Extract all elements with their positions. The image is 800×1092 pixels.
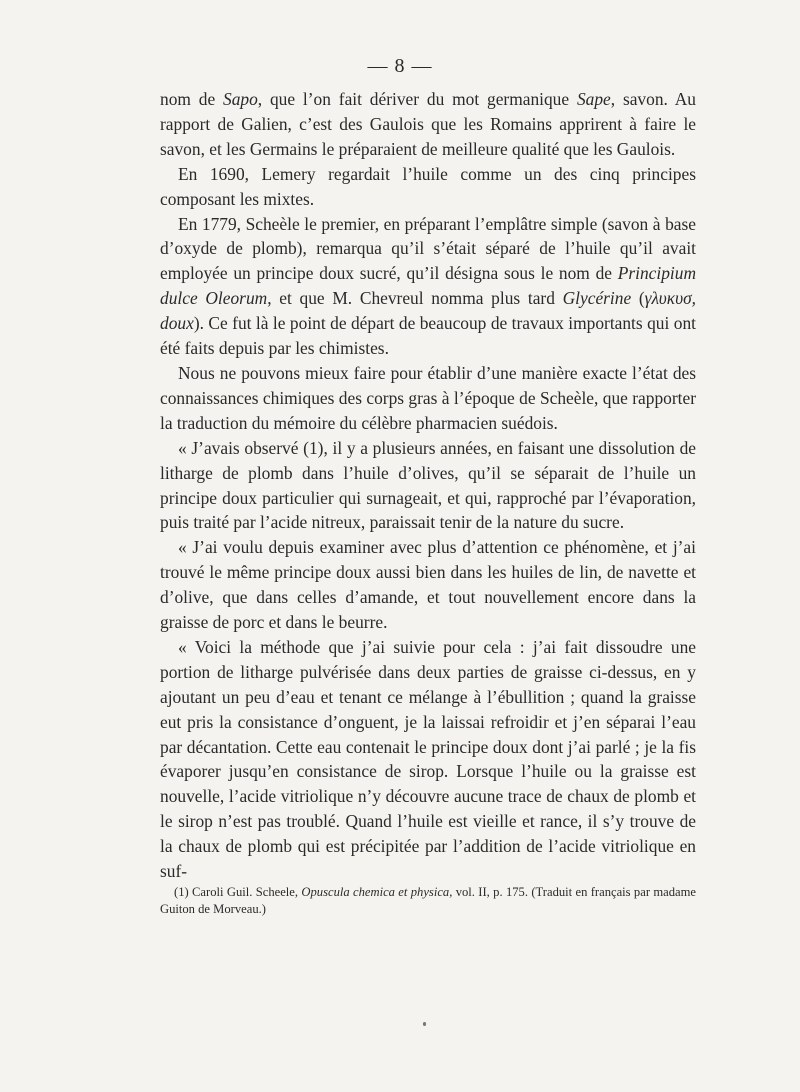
text-run: En 1690, Lemery regardait l’huile comme un des cinq principes composant les mixtes.	[160, 163, 696, 209]
text-run: , que l’on fait dériver du mot germanique	[257, 89, 577, 109]
paragraph-p1	[160, 87, 696, 162]
paragraph-p5	[160, 436, 696, 536]
text-run: (1) Caroli Guil. Scheele,	[174, 885, 302, 899]
text-run: , vol. II, p. 175. (Traduit en français par madame Guiton de Morveau.)	[160, 885, 697, 916]
paragraph-p7	[160, 635, 696, 884]
paragraph-p4	[160, 361, 696, 436]
text-run: « J’ai voulu depuis examiner avec plus d’attention ce phénomène, et j’ai trouvé le même principe doux aussi bien dans les huiles de lin, de navette et d’olive, que dans celles d’amande, et tout nouvellement encore dans la graisse de porc et dans le beurre.	[160, 537, 696, 633]
italic-run: γλυκυσ, doux	[160, 288, 696, 334]
text-run: « Voici la méthode que j’ai suivie pour cela : j’ai fait dissoudre une portion de litharge pulvérisée dans deux parties de graisse ci-dessus, en y ajoutant un peu d’eau et tenant ce mélange à l’ébullition ; quand la graisse eut pris la consistance d’onguent, je la laissai refroidir et j’en séparai l’eau par décantation. Cette eau contenait le principe doux dont j’ai parlé ; je la fis évaporer jusqu’en consistance de sirop. Lorsque l’huile ou la graisse est nouvelle, l’acide vitriolique n’y découvre aucune trace de chaux de plomb et le sirop n’est pas troublé. Quand l’huile est vieille et rance, il s’y trouve de la chaux de plomb qui est précipitée par l’addition de l’acide vitriolique en suf-	[160, 636, 696, 882]
italic-run: Sape	[576, 89, 611, 109]
text-run: , savon. Au rapport de Galien, c’est des Gaulois que les Romains apprirent à faire le savon, et les Germains le préparaient de meilleure qualité que les Gaulois.	[160, 89, 696, 159]
text-run: En 1779, Scheèle le premier, en préparant l’emplâtre simple (savon à base d’oxyde de plomb), remarqua qu’il s’était séparé de l’huile qu’il avait employée un principe doux sucré, qu’il désigna sous le nom de	[160, 213, 696, 284]
text-run: Nous ne pouvons mieux faire pour établir d’une manière exacte l’état des connaissances chimiques des corps gras à l’époque de Scheèle, que rapporter la traduction du mémoire du célèbre pharmacien suédois.	[160, 362, 696, 433]
paragraph-p6	[160, 535, 696, 635]
text-run: (	[631, 288, 645, 309]
text-run: ). Ce fut là le point de départ de beaucoup de travaux importants qui ont été faits depuis par les chimistes.	[160, 313, 696, 359]
page-number: — 8 —	[367, 55, 433, 77]
text-run: nom de	[160, 89, 224, 109]
paragraph-p3	[160, 212, 696, 361]
paragraph-p2	[160, 162, 696, 212]
text-run: , et que M. Chevreul nomma plus tard	[267, 288, 563, 309]
italic-run: Sapo	[223, 89, 258, 109]
italic-run: Glycérine	[562, 288, 632, 309]
text-run: « J’avais observé (1), il y a plusieurs années, en faisant une dissolution de litharge de plomb dans l’huile d’olives, qu’il se séparait de l’huile un principe doux particulier qui surnageait, et qui, rapproché par l’évaporation, puis traité par l’acide nitreux, paraissait tenir de la nature du sucre.	[160, 437, 696, 533]
footnote	[160, 884, 696, 918]
body-text	[160, 87, 696, 884]
paper-speck	[423, 1022, 426, 1026]
italic-run: Opuscula chemica et physica	[301, 885, 450, 899]
italic-run: Principium dulce Oleorum	[160, 263, 696, 309]
